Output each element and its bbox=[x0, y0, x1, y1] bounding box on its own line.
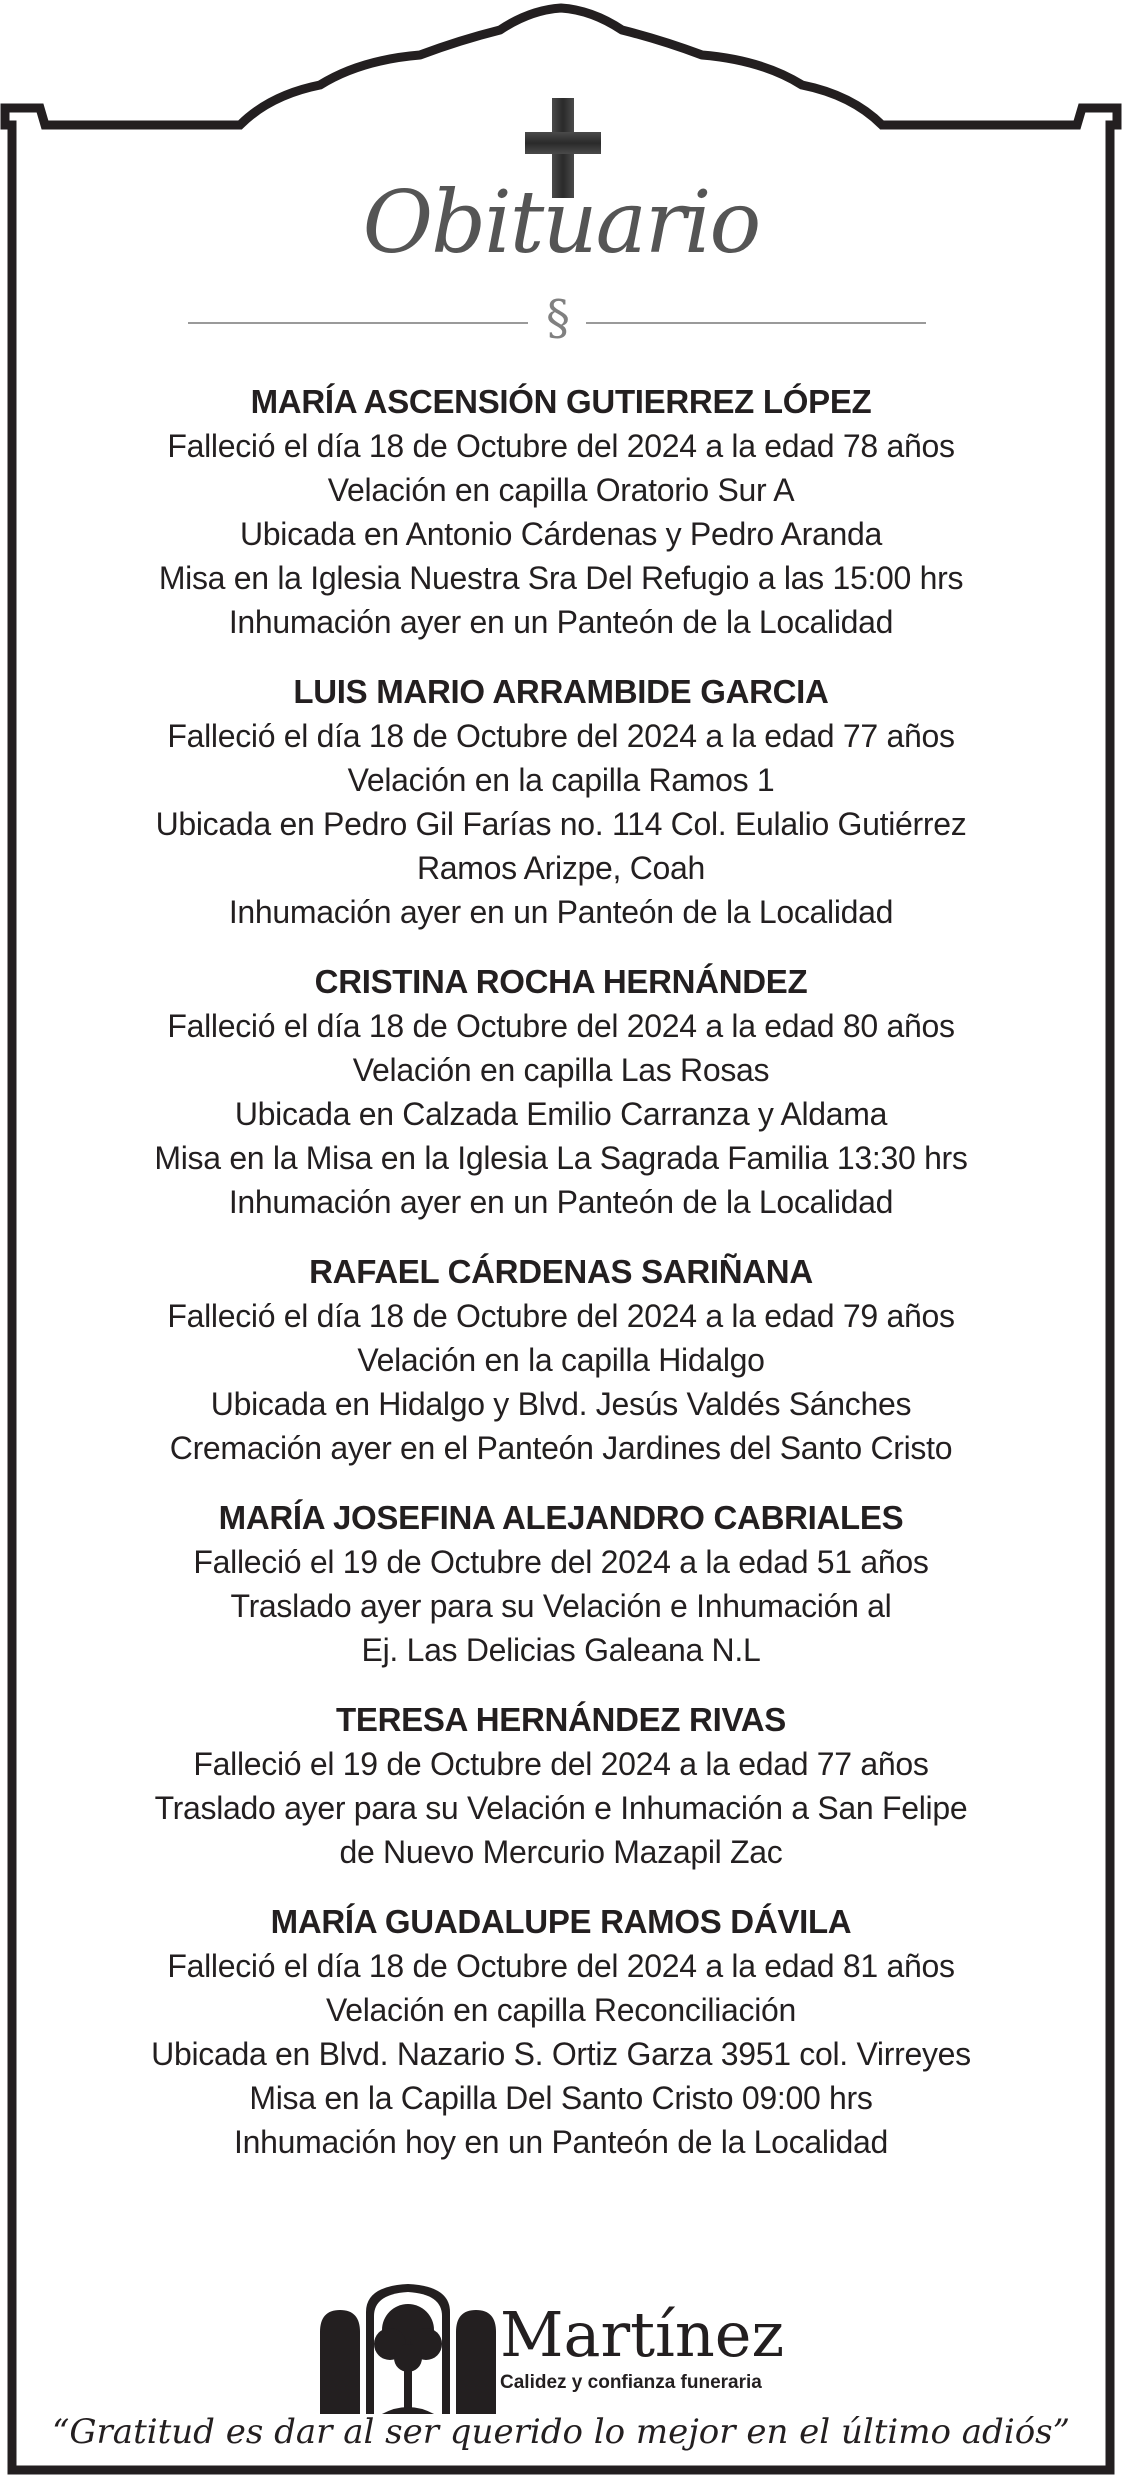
entry-line: Cremación ayer en el Panteón Jardines del Santo Cristo bbox=[169, 1430, 953, 1466]
entry-line: Misa en la Misa en la Iglesia La Sagrada Familia 13:30 hrs bbox=[154, 1140, 968, 1176]
entry-line: Falleció el 19 de Octubre del 2024 a la edad 51 años bbox=[193, 1544, 929, 1580]
obituary-entry bbox=[60, 670, 1062, 934]
footer-quote: “Gratitud es dar al ser querido lo mejor en el último adiós” bbox=[52, 2412, 1070, 2452]
brand-name: Martínez bbox=[500, 2298, 785, 2371]
entry-line: Inhumación ayer en un Panteón de la Localidad bbox=[228, 1184, 894, 1220]
entry-line: Traslado ayer para su Velación e Inhumación a San Felipe bbox=[154, 1790, 968, 1826]
entry-line: Velación en capilla Oratorio Sur A bbox=[327, 472, 795, 508]
obituary-entry bbox=[60, 380, 1062, 644]
deceased-name: RAFAEL CÁRDENAS SARIÑANA bbox=[309, 1253, 813, 1290]
entry-line: Traslado ayer para su Velación e Inhumación al bbox=[230, 1588, 892, 1624]
entry-line: Misa en la Capilla Del Santo Cristo 09:00 hrs bbox=[249, 2080, 873, 2116]
entry-line: Falleció el día 18 de Octubre del 2024 a la edad 79 años bbox=[167, 1298, 955, 1334]
obituary-entry bbox=[60, 1496, 1062, 1672]
deceased-name: TERESA HERNÁNDEZ RIVAS bbox=[336, 1701, 786, 1738]
chapel-tree-logo-icon bbox=[318, 2282, 498, 2414]
entry-line: Ubicada en Pedro Gil Farías no. 114 Col. Eulalio Gutiérrez bbox=[155, 806, 967, 842]
entry-line: Ramos Arizpe, Coah bbox=[416, 850, 706, 886]
entry-line: Velación en capilla Reconciliación bbox=[325, 1992, 797, 2028]
entry-line: Falleció el día 18 de Octubre del 2024 a la edad 80 años bbox=[167, 1008, 955, 1044]
obituary-entry bbox=[60, 1900, 1062, 2164]
obituary-list bbox=[60, 380, 1062, 2190]
entry-line: Ubicada en Calzada Emilio Carranza y Aldama bbox=[234, 1096, 888, 1132]
obituary-entry bbox=[60, 1698, 1062, 1874]
ornament-icon: § bbox=[546, 290, 570, 346]
deceased-name: LUIS MARIO ARRAMBIDE GARCIA bbox=[293, 673, 829, 710]
deceased-name: MARÍA GUADALUPE RAMOS DÁVILA bbox=[270, 1903, 852, 1940]
entry-line: Velación en la capilla Ramos 1 bbox=[347, 762, 775, 798]
entry-line: Inhumación ayer en un Panteón de la Localidad bbox=[228, 604, 894, 640]
deceased-name: CRISTINA ROCHA HERNÁNDEZ bbox=[314, 963, 808, 1000]
divider-left bbox=[188, 322, 528, 324]
entry-line: Falleció el 19 de Octubre del 2024 a la edad 77 años bbox=[193, 1746, 929, 1782]
deceased-name: MARÍA ASCENSIÓN GUTIERREZ LÓPEZ bbox=[250, 383, 872, 420]
entry-line: Ubicada en Antonio Cárdenas y Pedro Aranda bbox=[239, 516, 883, 552]
entry-line: Falleció el día 18 de Octubre del 2024 a la edad 81 años bbox=[167, 1948, 955, 1984]
entry-line: Falleció el día 18 de Octubre del 2024 a la edad 77 años bbox=[167, 718, 955, 754]
obituary-entry bbox=[60, 960, 1062, 1224]
divider-right bbox=[586, 322, 926, 324]
entry-line: Falleció el día 18 de Octubre del 2024 a la edad 78 años bbox=[167, 428, 955, 464]
entry-line: Misa en la Iglesia Nuestra Sra Del Refugio a las 15:00 hrs bbox=[158, 560, 964, 596]
brand-tagline: Calidez y confianza funeraria bbox=[500, 2372, 762, 2393]
entry-line: Ubicada en Hidalgo y Blvd. Jesús Valdés Sánches bbox=[210, 1386, 912, 1422]
entry-line: Velación en capilla Las Rosas bbox=[352, 1052, 770, 1088]
entry-line: Ubicada en Blvd. Nazario S. Ortiz Garza 3951 col. Virreyes bbox=[151, 2036, 971, 2072]
entry-line: Inhumación ayer en un Panteón de la Localidad bbox=[228, 894, 894, 930]
deceased-name: MARÍA JOSEFINA ALEJANDRO CABRIALES bbox=[218, 1499, 904, 1536]
entry-line: Velación en la capilla Hidalgo bbox=[357, 1342, 765, 1378]
entry-line: de Nuevo Mercurio Mazapil Zac bbox=[339, 1834, 783, 1870]
entry-line: Inhumación hoy en un Panteón de la Localidad bbox=[234, 2124, 888, 2160]
obituary-title: Obituario bbox=[362, 173, 760, 273]
entry-line: Ej. Las Delicias Galeana N.L bbox=[361, 1632, 761, 1668]
obituary-entry bbox=[60, 1250, 1062, 1470]
